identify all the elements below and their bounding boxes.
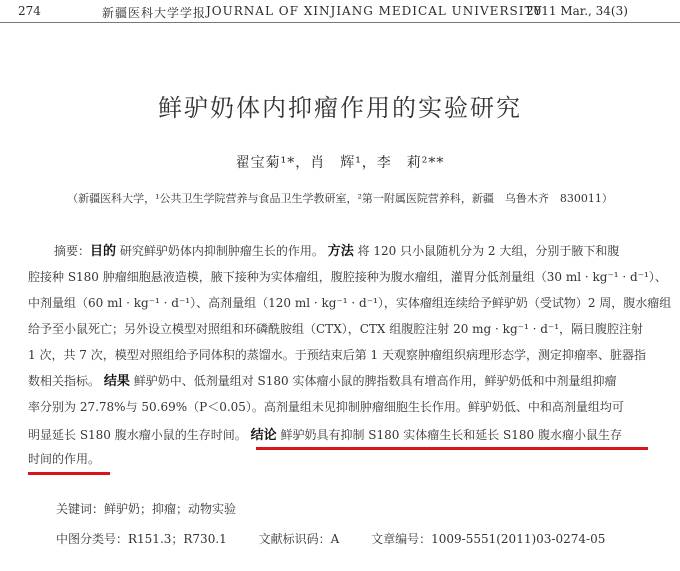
abstract-line-6 — [28, 372, 652, 391]
kw-result: 结果 — [103, 374, 130, 389]
kw-purpose: 目的 — [90, 244, 117, 259]
kw-method: 方法 — [327, 244, 354, 259]
conclusion-underline — [256, 447, 648, 450]
keywords: 关键词：鲜驴奶；抑瘤；动物实验 — [56, 502, 237, 516]
journal-name-en: JOURNAL OF XINJIANG MEDICAL UNIVERSITY — [206, 4, 543, 18]
abstract-line-9: 时间的作用。 — [28, 452, 101, 466]
kw-conclusion: 结论 — [250, 428, 277, 443]
abstract-line-8 — [28, 426, 652, 445]
header-rule — [0, 22, 680, 23]
abstract-line-5: 1 次，共 7 次，模型对照组给予同体积的蒸馏水。于预结束后第 1 天观察肿瘤组织病理形态学，测定抑瘤率、脏器指 — [28, 348, 646, 362]
classification-row — [56, 530, 605, 547]
abstract-line-4: 给予至小鼠死亡；另外设立模型对照组和环磷酰胺组（CTX），CTX 组腹腔注射 20 mg · kg⁻¹ · d⁻¹，隔日腹腔注射 — [28, 322, 644, 336]
abstract-text: 鲜驴奶中、低剂量组对 S180 实体瘤小鼠的脾指数具有增高作用，鲜驴奶低和中剂量组抑瘤 — [133, 374, 617, 388]
issue-date: 2011 Mar., 34(3) — [526, 4, 628, 18]
abstract-line-2: 腔接种 S180 肿瘤细胞悬液造模，腋下接种为实体瘤组，腹腔接种为腹水瘤组，灌胃分低剂量组（30 ml · kg⁻¹ · d⁻¹）、 — [28, 270, 667, 284]
paper-title: 鲜驴奶体内抑瘤作用的实验研究 — [158, 94, 522, 122]
abstract-line-1 — [28, 242, 652, 261]
page-number: 274 — [18, 4, 41, 18]
author-list: 翟宝菊¹*，肖 辉¹，李 莉²** — [235, 155, 445, 171]
abstract-text: 鲜驴奶具有抑制 S180 实体瘤生长和延长 S180 腹水瘤小鼠生存 — [280, 428, 622, 442]
abstract-text: 明显延长 S180 腹水瘤小鼠的生存时间。 — [28, 428, 247, 442]
article-number: 文章编号：1009-5551(2011)03-0274-05 — [371, 532, 606, 546]
abstract-line-3: 中剂量组（60 ml · kg⁻¹ · d⁻¹）、高剂量组（120 ml · kg⁻¹ · d⁻¹），实体瘤组连续给予鲜驴奶（受试物）2 周，腹水瘤组 — [28, 296, 672, 310]
journal-name-cn: 新疆医科大学学报 — [102, 6, 207, 20]
abstract-text: 将 120 只小鼠随机分为 2 大组，分别于腋下和腹 — [357, 244, 620, 258]
document-code: 文献标识码：A — [258, 532, 340, 546]
abstract-text: 研究鲜驴奶体内抑制肿瘤生长的作用。 — [119, 244, 324, 258]
clc-number: 中图分类号：R151.3；R730.1 — [56, 532, 227, 546]
abstract-label: 摘要： — [54, 244, 91, 258]
abstract-text: 数相关指标。 — [28, 374, 101, 388]
running-header — [18, 4, 664, 20]
abstract-line-7: 率分别为 27.78%与 50.69%（P＜0.05）。高剂量组未见抑制肿瘤细胞生长作用。鲜驴奶低、中和高剂量组均可 — [28, 400, 624, 414]
affiliation: （新疆医科大学，¹公共卫生学院营养与食品卫生学教研室，²第一附属医院营养科，新疆 乌鲁木齐 830011） — [67, 192, 613, 205]
conclusion-underline — [28, 472, 110, 475]
